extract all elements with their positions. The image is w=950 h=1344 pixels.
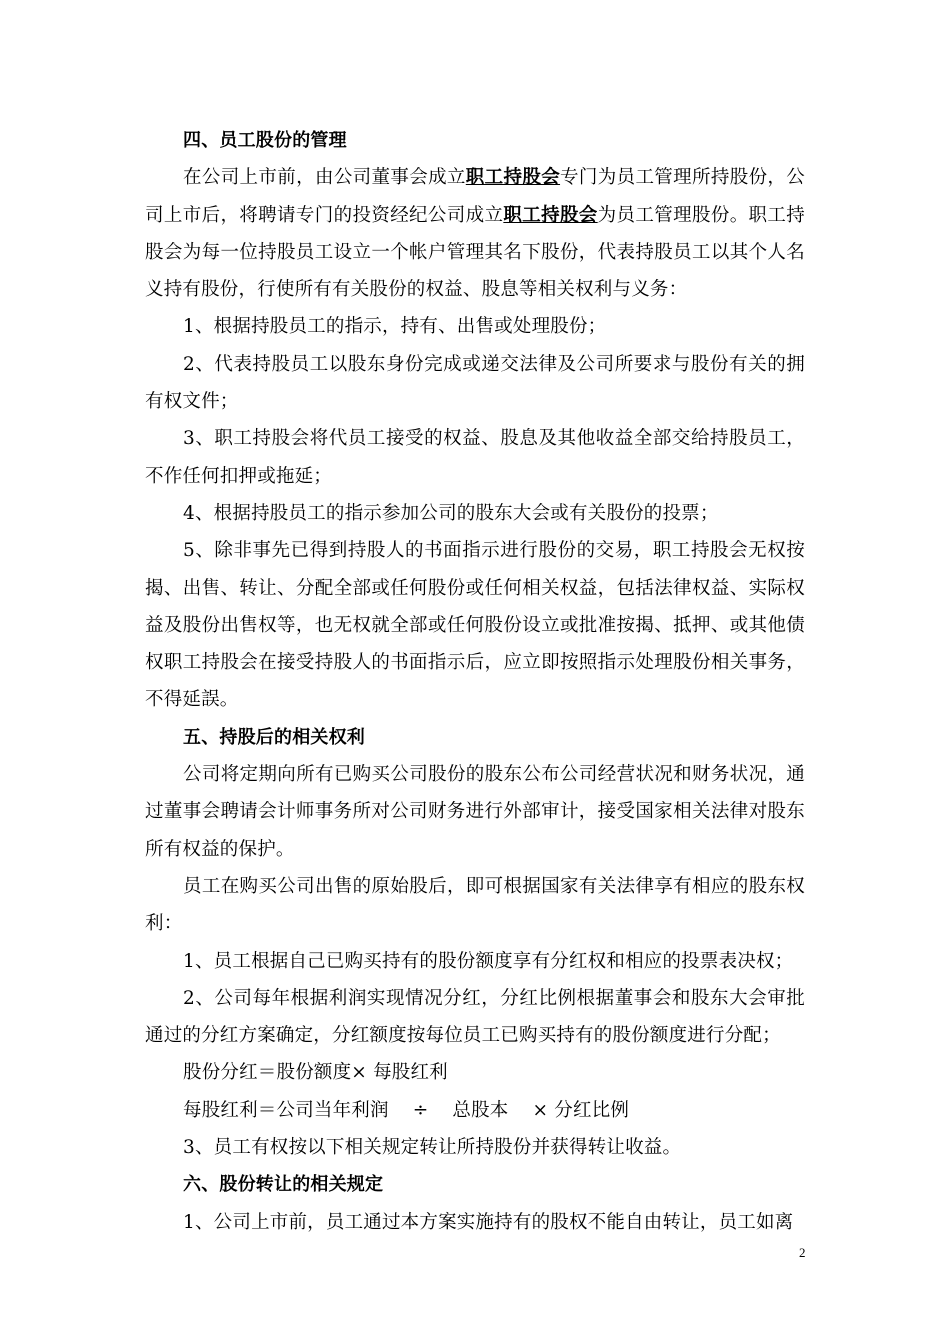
term-employee-stock-association: 职工持股会 [465,167,561,189]
section-5-item-2: 2、公司每年根据利润实现情况分红，分红比例根据董事会和股东大会审批通过的分红方案确定，分红额度按每位员工已购买持有的股份额度进行分配； [145,987,805,1047]
section-4-item-2: 2、代表持股员工以股东身份完成或递交法律及公司所要求与股份有关的拥有权文件； [145,353,805,413]
section-6-item-1: 1、公司上市前，员工通过本方案实施持有的股权不能自由转让，员工如离 [183,1211,794,1233]
dividend-formula-1: 股份分红＝股份额度× 每股红利 [183,1062,448,1084]
section-5-item-3: 3、员工有权按以下相关规定转让所持股份并获得转让收益。 [183,1137,682,1159]
intro-text-2: 专门为员工管理所持股份，公司上市后，将聘请专门的投资经纪公司成立 [145,167,805,226]
section-5-heading: 五、持股后的相关权利 [183,726,365,748]
divide-symbol: ÷ [412,1099,429,1121]
page-number: 2 [799,1245,806,1260]
formula-left: 每股红利＝公司当年利润 [183,1099,389,1121]
dividend-formula-2 [145,1092,805,1129]
section-4-heading: 四、员工股份的管理 [183,130,347,151]
formula-right: × 分红比例 [532,1099,630,1121]
formula-middle: 总股本 [452,1099,509,1121]
section-5-item-1: 1、员工根据自己已购买持有的股份额度享有分红权和相应的投票表决权； [183,950,794,972]
section-4-item-1: 1、根据持股员工的指示，持有、出售或处理股份； [183,316,607,338]
section-4-item-5: 5、除非事先已得到持股人的书面指示进行股份的交易，职工持股会无权按揭、出售、转让、分配全部或任何股份或任何相关权益，包括法律权益、实际权益及股份出售权等，也无权就全部或任何股份设立或批准按揭、抵押、或其他债权职工持股会在接受持股人的书面指示后，应立即按照指示处理股份相关事务，不得延誤。 [145,540,805,711]
intro-text-3: 为员工管理股份。职工持股会为每一位持股员工设立一个帐户管理其名下股份，代表持股员工以其个人名义持有股份，行使所有有关股份的权益、股息等相关权利与义务： [145,204,805,301]
document-body [145,122,805,1241]
section-4-item-4: 4、根据持股员工的指示参加公司的股东大会或有关股份的投票； [183,502,719,524]
section-5-paragraph-2: 员工在购买公司出售的原始股后，即可根据国家有关法律享有相应的股东权利： [145,875,805,935]
section-4-intro [145,159,805,308]
section-4-item-3: 3、职工持股会将代员工接受的权益、股息及其他收益全部交给持股员工，不作任何扣押或拖延； [145,428,805,487]
intro-text-1: 在公司上市前，由公司董事会成立 [183,167,466,189]
section-6-heading: 六、股份转让的相关规定 [183,1174,384,1196]
section-5-paragraph-1: 公司将定期向所有已购买公司股份的股东公布公司经营状况和财务状况，通过董事会聘请会计师事务所对公司财务进行外部审计，接受国家相关法律对股东所有权益的保护。 [145,764,805,860]
term-employee-stock-association: 职工持股会 [503,204,598,226]
